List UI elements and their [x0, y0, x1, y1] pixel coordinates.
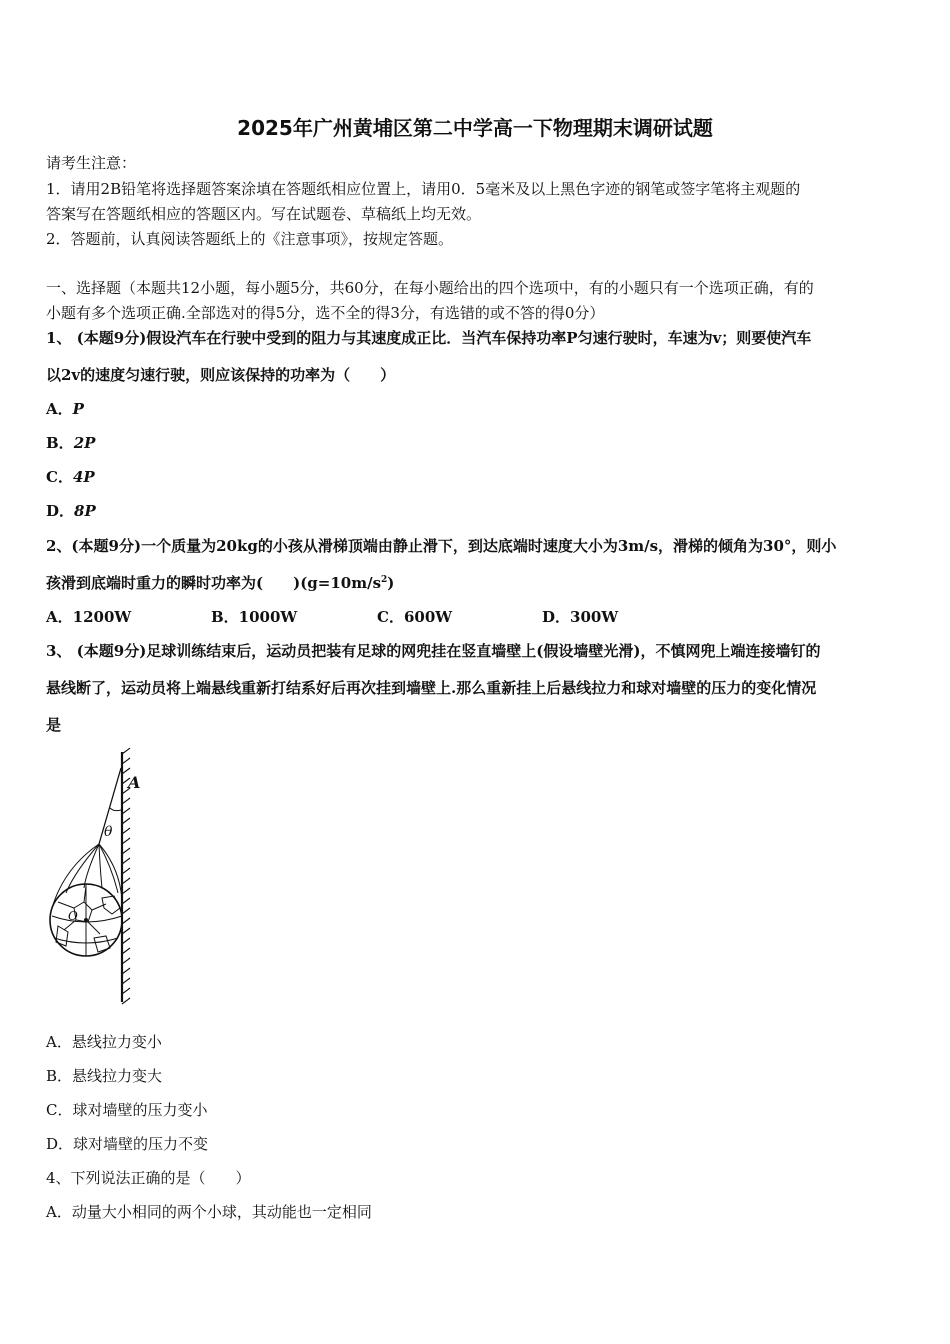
- q4-option-a: A．动量大小相同的两个小球，其动能也一定相同: [46, 1203, 372, 1221]
- q2-option-c: C．600W: [377, 608, 453, 626]
- q2-option-a: A．1200W: [46, 608, 132, 626]
- q1-option-b: [46, 432, 95, 453]
- q2-option-d: D．300W: [542, 608, 619, 626]
- question-3-text-cont: 悬线断了，运动员将上端悬线重新打结系好后再次挂到墙壁上.那么重新挂上后悬线拉力和球对墙壁的压力的变化情况: [46, 679, 817, 697]
- q3-option-a: A．悬线拉力变小: [46, 1033, 162, 1051]
- question-3-text: 3、 (本题9分)足球训练结束后，运动员把装有足球的网兜挂在竖直墙壁上(假设墙壁光滑)，不慎网兜上端连接墙钉的: [46, 642, 821, 660]
- page-title: 2025年广州黄埔区第二中学高一下物理期末调研试题: [237, 116, 713, 140]
- notice-item-1-cont: 答案写在答题纸相应的答题区内。写在试题卷、草稿纸上均无效。: [46, 205, 482, 223]
- q2-line2-end: ): [387, 574, 395, 592]
- question-2-text-cont: [46, 572, 906, 593]
- figure-label-o: O: [68, 909, 78, 923]
- section-heading: 一、选择题（本题共12小题，每小题5分，共60分，在每小题给出的四个选项中，有的小题只有一个选项正确，有的: [46, 279, 814, 297]
- option-text: 4P: [72, 468, 95, 486]
- question-4-text: 4、下列说法正确的是（ ）: [46, 1169, 251, 1187]
- notice-item-2: 2．答题前，认真阅读答题纸上的《注意事项》，按规定答题。: [46, 230, 454, 248]
- q3-option-b: B．悬线拉力变大: [46, 1067, 163, 1085]
- figure-label-a: A: [128, 773, 141, 792]
- option-letter: B．: [46, 434, 74, 452]
- q3-option-d: D．球对墙壁的压力不变: [46, 1135, 209, 1153]
- option-letter: D．: [46, 502, 75, 520]
- option-letter: C．: [46, 468, 73, 486]
- q2-superscript: 2: [381, 575, 388, 585]
- notice-heading: 请考生注意：: [46, 154, 137, 172]
- question-3-text-end: 是: [46, 716, 62, 734]
- q1-option-d: [46, 500, 96, 521]
- q1-option-c: [46, 466, 95, 487]
- option-text: 8P: [74, 502, 96, 520]
- figure-label-theta: θ: [104, 824, 113, 840]
- option-text: P: [72, 400, 84, 418]
- q2-line2-main: 孩滑到底端时重力的瞬时功率为( )(g=10m/s: [46, 574, 382, 592]
- question-1-text: 1、 (本题9分)假设汽车在行驶中受到的阻力与其速度成正比．当汽车保持功率P匀速行驶时，车速为v；则要使汽车: [46, 329, 812, 347]
- net-ball-figure: [44, 748, 154, 1008]
- question-1-text-cont: 以2v的速度匀速行驶，则应该保持的功率为（ ）: [46, 366, 396, 384]
- option-text: 2P: [73, 434, 96, 452]
- section-heading-cont: 小题有多个选项正确.全部选对的得5分，选不全的得3分，有选错的或不答的得0分）: [46, 304, 605, 322]
- option-letter: A．: [46, 400, 73, 418]
- notice-item-1: 1．请用2B铅笔将选择题答案涂填在答题纸相应位置上，请用0．5毫米及以上黑色字迹的钢笔或签字笔将主观题的: [46, 180, 801, 198]
- q2-option-b: B．1000W: [211, 608, 298, 626]
- question-2-text: 2、(本题9分)一个质量为20kg的小孩从滑梯顶端由静止滑下，到达底端时速度大小为3m/s，滑梯的倾角为30°，则小: [46, 537, 837, 555]
- q3-option-c: C．球对墙壁的压力变小: [46, 1101, 208, 1119]
- q1-option-a: [46, 398, 84, 419]
